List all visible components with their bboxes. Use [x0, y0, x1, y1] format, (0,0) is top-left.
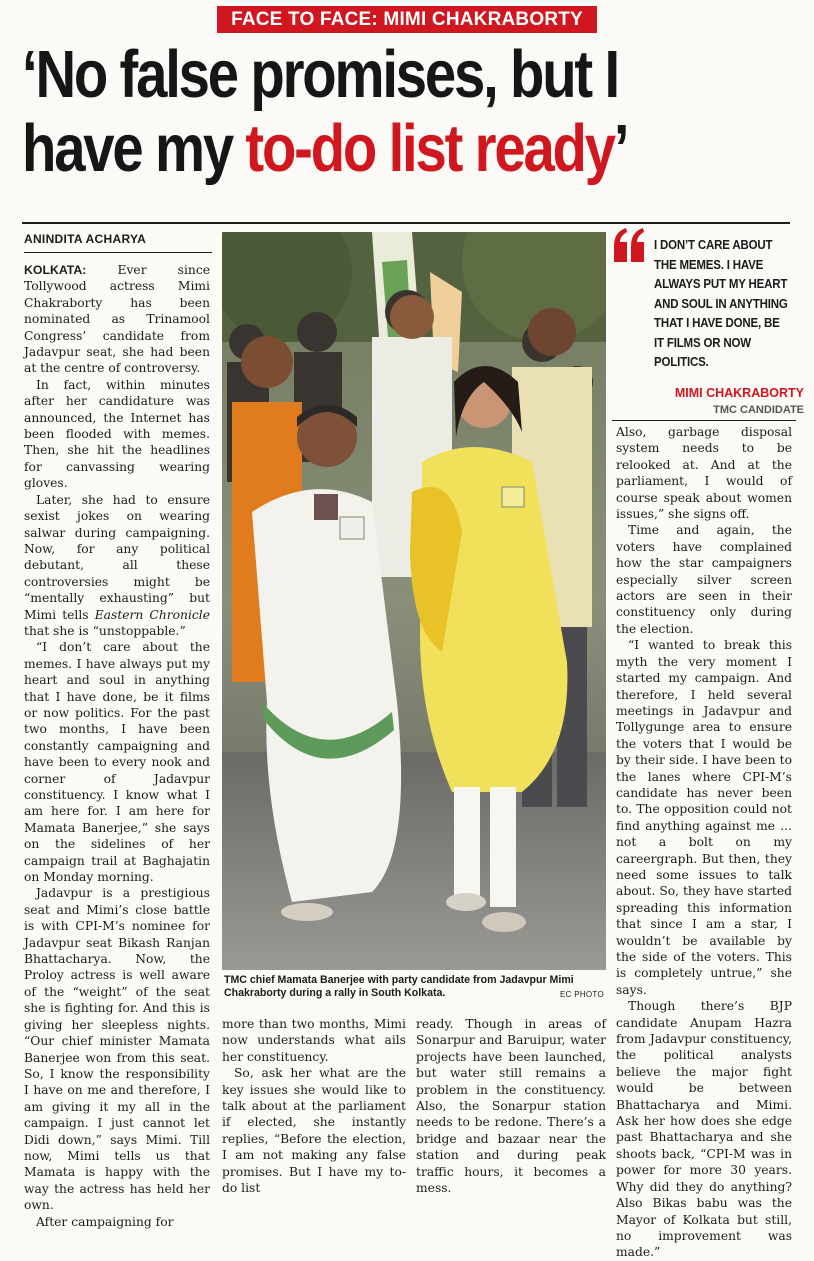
headline-line-1: ‘No false promises, but I — [22, 37, 618, 112]
byline-rule — [24, 252, 212, 253]
quote-mark-icon — [612, 228, 646, 264]
rally-photo-illustration — [222, 232, 606, 970]
paragraph — [24, 262, 210, 377]
kicker-wrap — [0, 6, 814, 33]
headline-highlight: to-do list ready — [245, 111, 614, 186]
headline — [22, 38, 677, 186]
paragraph: Also, garbage disposal system needs to be relooked at. And at the parliament, I would of course speak about women issues,” she signs off. — [616, 425, 792, 522]
paragraph: “I wanted to break this myth the very moment I started my campaign. And therefore, I held several meetings in Jadavpur and Tollygunge area to ensure the voters that I would be by their side. I have been to the lanes where CPI-M’s candidate has never been to. The opposition could not find anything against me ... not a bolt on my careergraph. But then, they need some issues to talk about. So, they have started spreading this information that since I am a star, I wouldn’t be available by the side of the voters. This is completely untrue,” she says. — [616, 638, 792, 997]
byline: ANINDITA ACHARYA — [24, 232, 147, 246]
article-column-middle-1 — [222, 1016, 406, 1196]
photo-caption: TMC chief Mamata Banerjee with party candidate from Jadavpur Mimi Chakraborty during a rally in South Kolkata. — [224, 974, 574, 999]
pull-quote-role: TMC CANDIDATE — [713, 404, 804, 416]
pull-quote-text: I DON’T CARE ABOUT THE MEMES. I HAVE ALWAYS PUT MY HEART AND SOUL IN ANYTHING THAT I HAVE DONE, BE IT FILMS OR NOW POLITICS. — [654, 238, 788, 369]
paragraph: Though there’s BJP candidate Anupam Hazra from Jadavpur constituency, the political analysts believe the major fight would be between Bhattacharya and Mimi. Ask her how does she edge past Bhattacharya and she shoots back, “CPI-M was in power for more 30 years. Why did they do anything? Also Bikas babu was the Mayor of Kolkata but still, no improvement was made.” — [616, 999, 792, 1260]
paragraph-text: Later, she had to ensure sexist jokes on wearing salwar during campaigning. Now, for any political debutant, all these controversies might be “mentally exhausting” but Mimi tells — [24, 492, 210, 622]
paragraph: So, ask her what are the key issues she would like to talk about at the parliament if elected, she instantly replies, “Before the election, I am not making any false promises. But I have my to-do list — [222, 1066, 406, 1196]
paragraph-text: that she is “unstoppable.” — [24, 623, 186, 638]
top-rule — [22, 222, 790, 224]
paragraph — [24, 492, 210, 640]
paragraph: “I don’t care about the memes. I have always put my heart and soul in anything that I have done, be it films or now politics. For the past two months, I have been constantly campaigning and have been to every nook and corner of Jadavpur constituency. I know what I am here for. I am here for Mamata Banerjee,” she says on the sidelines of her campaign trail at Baghajatin on Monday morning. — [24, 640, 210, 885]
headline-line-2 — [22, 112, 677, 186]
section-kicker: FACE TO FACE: MIMI CHAKRABORTY — [217, 6, 597, 33]
headline-line-2-end: ’ — [613, 111, 628, 186]
article-column-left — [24, 262, 210, 1230]
paragraph: Time and again, the voters have complained how the star campaigners especially silver screen actors are seen in their constituency only during the election. — [616, 523, 792, 636]
paragraph: Jadavpur is a prestigious seat and Mimi’s close battle is with CPI-M’s nominee for Jadavpur seat Bikash Ranjan Bhattacharya. Now, the Proloy actress is well aware of the “weight” of the seat she is fighting for. And this is giving her sleepless nights. “Our chief minister Mamata Banerjee won from this seat. So, I know the responsibility I have on me and therefore, I am giving it my all in the campaign. I just cannot let Didi down,” says Mimi. Till now, Mimi tells us that Mamata is happy with the way the actress has held her own. — [24, 886, 210, 1213]
paragraph-text: Ever since Tollywood actress Mimi Chakraborty has been nominated as Trinamool Congress’ candidate from Jadavpur seat, she had been at the centre of controversy. — [24, 263, 210, 376]
article-column-right — [616, 424, 792, 1261]
paragraph: In fact, within minutes after her candidature was announced, the Internet has been flooded with memes. Then, she hit the headlines for canvassing wearing gloves. — [24, 377, 210, 491]
pull-quote — [612, 232, 804, 418]
pull-quote-rule — [612, 420, 796, 421]
dateline: KOLKATA: — [24, 263, 87, 277]
publication-name: Eastern Chronicle — [94, 607, 210, 622]
headline-line-2-black: have my — [22, 111, 246, 186]
paragraph: ready. Though in areas of Sonarpur and Baruipur, water projects have been launched, but water still remains a problem in the constituency. Also, the Sonarpur station needs to be redone. There’s a bridge and bazaar near the station and during peak traffic hours, it becomes a mess. — [416, 1017, 606, 1196]
rally-photo — [222, 232, 606, 970]
paragraph: After campaigning for — [36, 1214, 174, 1229]
pull-quote-name: MIMI CHAKRABORTY — [674, 386, 804, 400]
article-column-middle-2 — [416, 1016, 606, 1196]
photo-credit: EC PHOTO — [559, 990, 604, 999]
paragraph: more than two months, Mimi now understands what ails her constituency. — [222, 1017, 406, 1064]
